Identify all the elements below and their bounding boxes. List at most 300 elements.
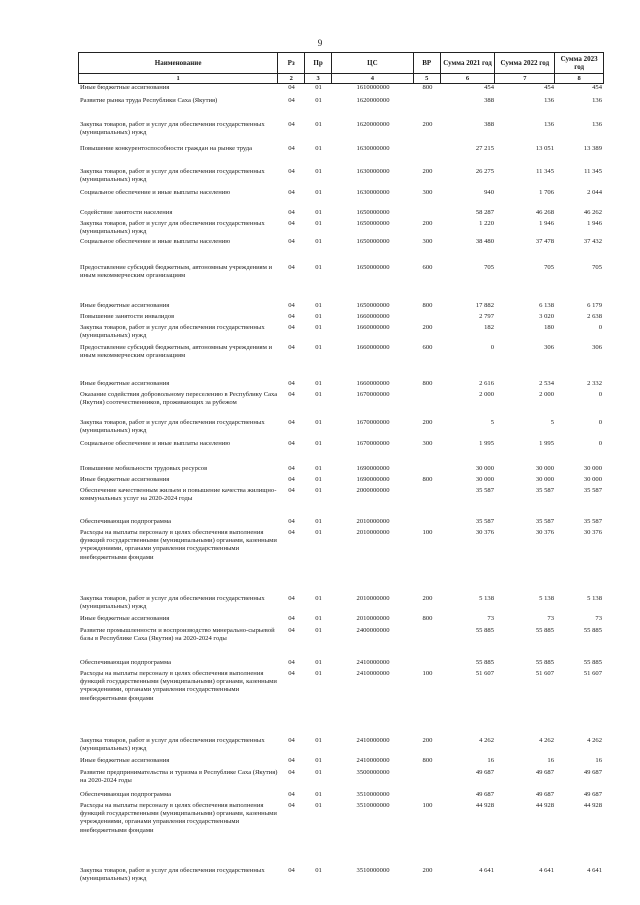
- row-vr: [414, 145, 441, 153]
- row-rz: 04: [288, 189, 295, 196]
- header-cs: ЦС: [332, 53, 414, 73]
- row-sum-2023: 44 928: [583, 802, 602, 809]
- column-number: 5: [414, 74, 441, 83]
- row-sum-2021: 44 928: [475, 802, 494, 809]
- row-sum-2022: 55 885: [535, 627, 554, 634]
- row-cs: 2410000000: [356, 757, 390, 764]
- table-row: [78, 344, 604, 360]
- header-name: Наименование: [79, 53, 278, 73]
- row-rz: 04: [288, 529, 295, 536]
- row-sum-2023: 0: [598, 440, 602, 447]
- row-vr: [414, 627, 441, 643]
- row-sum-2022: 705: [544, 264, 554, 271]
- row-pr: 01: [315, 380, 322, 387]
- row-name: Повышение мобильности трудовых ресурсов: [80, 465, 208, 472]
- row-sum-2021: 49 687: [475, 769, 494, 776]
- row-sum-2023: 2 044: [587, 189, 602, 196]
- table-row: [78, 189, 604, 197]
- row-vr: 200: [422, 595, 433, 602]
- row-sum-2023: 5 138: [587, 595, 602, 602]
- row-vr: 800: [422, 476, 433, 483]
- row-pr: 01: [315, 476, 322, 483]
- row-sum-2022: 136: [544, 97, 554, 104]
- row-pr: 01: [315, 802, 322, 809]
- table-row: [78, 324, 604, 340]
- row-sum-2022: 3 020: [539, 313, 554, 320]
- row-rz: 04: [288, 84, 295, 91]
- row-rz: 04: [288, 440, 295, 447]
- row-sum-2022: 35 587: [535, 487, 554, 494]
- table-row: [78, 615, 604, 623]
- column-numbers-row: [78, 74, 604, 84]
- row-name: Закупка товаров, работ и услуг для обеспечения государственных (муниципальных) нужд: [80, 737, 265, 753]
- row-vr: 600: [422, 264, 433, 271]
- row-sum-2023: 0: [598, 391, 602, 398]
- row-name: Закупка товаров, работ и услуг для обеспечения государственных (муниципальных) нужд: [80, 595, 265, 611]
- row-sum-2023: 705: [592, 264, 602, 271]
- row-pr: 01: [315, 220, 322, 227]
- row-rz: 04: [288, 302, 295, 309]
- row-sum-2021: 30 000: [475, 476, 494, 483]
- row-sum-2021: 1 995: [479, 440, 494, 447]
- row-sum-2023: 55 885: [583, 627, 602, 634]
- row-sum-2022: 6 138: [539, 302, 554, 309]
- row-sum-2023: 55 885: [583, 659, 602, 666]
- row-sum-2023: 35 587: [583, 518, 602, 525]
- row-rz: 04: [288, 238, 295, 245]
- row-pr: 01: [315, 659, 322, 666]
- row-cs: 2000000000: [356, 487, 390, 494]
- table-row: [78, 476, 604, 484]
- row-pr: 01: [315, 121, 322, 128]
- table-row: [78, 419, 604, 435]
- row-rz: 04: [288, 168, 295, 175]
- row-vr: 800: [422, 84, 433, 91]
- table-row: [78, 391, 604, 407]
- row-cs: 2410000000: [356, 659, 390, 666]
- row-rz: 04: [288, 344, 295, 351]
- table-row: [78, 440, 604, 448]
- row-rz: 04: [288, 313, 295, 320]
- row-sum-2022: 35 587: [535, 518, 554, 525]
- row-vr: [414, 313, 441, 321]
- column-number: 4: [332, 74, 414, 83]
- row-cs: 2010000000: [356, 595, 390, 602]
- row-pr: 01: [315, 595, 322, 602]
- row-vr: [414, 487, 441, 503]
- row-vr: 800: [422, 302, 433, 309]
- row-sum-2022: 4 641: [539, 867, 554, 874]
- row-sum-2022: 11 345: [536, 168, 554, 175]
- row-rz: 04: [288, 627, 295, 634]
- row-cs: 1670000000: [356, 391, 390, 398]
- row-sum-2023: 136: [592, 121, 602, 128]
- row-name: Закупка товаров, работ и услуг для обеспечения государственных (муниципальных) нужд: [80, 168, 265, 184]
- row-cs: 1630000000: [356, 145, 390, 152]
- row-rz: 04: [288, 324, 295, 331]
- table-header: [78, 52, 604, 74]
- table-row: [78, 302, 604, 310]
- row-sum-2021: 182: [484, 324, 494, 331]
- row-sum-2022: 30 000: [535, 476, 554, 483]
- row-pr: 01: [315, 769, 322, 776]
- row-pr: 01: [315, 737, 322, 744]
- row-sum-2023: 11 345: [584, 168, 602, 175]
- row-cs: 2410000000: [356, 670, 390, 677]
- row-sum-2023: 16: [595, 757, 602, 764]
- row-sum-2022: 30 376: [535, 529, 554, 536]
- row-vr: 800: [422, 380, 433, 387]
- row-pr: 01: [315, 168, 322, 175]
- row-cs: 1670000000: [356, 419, 390, 426]
- row-sum-2023: 6 179: [587, 302, 602, 309]
- row-vr: [414, 391, 441, 407]
- row-pr: 01: [315, 440, 322, 447]
- row-sum-2021: 4 641: [479, 867, 494, 874]
- row-pr: 01: [315, 419, 322, 426]
- row-rz: 04: [288, 380, 295, 387]
- row-sum-2021: 388: [484, 121, 494, 128]
- row-name: Предоставление субсидий бюджетным, автономным учреждениям и иным некоммерческим организациям: [80, 264, 273, 280]
- row-name: Социальное обеспечение и иные выплаты населению: [80, 189, 231, 196]
- row-rz: 04: [288, 659, 295, 666]
- row-sum-2022: 51 607: [535, 670, 554, 677]
- row-sum-2022: 4 262: [539, 737, 554, 744]
- header-sum-2022: Сумма 2022 год: [495, 53, 555, 73]
- row-pr: 01: [315, 391, 322, 398]
- row-vr: [414, 769, 441, 785]
- row-name: Иные бюджетные ассигнования: [80, 84, 170, 91]
- row-pr: 01: [315, 518, 322, 525]
- row-cs: 3500000000: [356, 769, 390, 776]
- table-row: [78, 121, 604, 137]
- row-name: Повышение занятости инвалидов: [80, 313, 175, 320]
- row-sum-2021: 51 607: [475, 670, 494, 677]
- row-name: Расходы на выплаты персоналу в целях обеспечения выполнения функций государственными (муниципальными) органами, казенными учреждениями, органами управления государственными внебюджетными фондами: [80, 529, 277, 561]
- header-vr: ВР: [414, 53, 441, 73]
- row-name: Социальное обеспечение и иные выплаты населению: [80, 440, 231, 447]
- row-name: Закупка товаров, работ и услуг для обеспечения государственных (муниципальных) нужд: [80, 867, 265, 883]
- row-name: Иные бюджетные ассигнования: [80, 380, 170, 387]
- row-sum-2021: 55 885: [475, 627, 494, 634]
- table-row: [78, 145, 604, 153]
- row-vr: 100: [422, 529, 433, 536]
- row-name: Развитие промышленности и воспроизводство минерально-сырьевой базы в Республике Саха (Якутия) на 2020-2024 годы: [80, 627, 275, 643]
- row-pr: 01: [315, 324, 322, 331]
- row-sum-2023: 30 000: [583, 465, 602, 472]
- row-rz: 04: [288, 209, 295, 216]
- row-name: Иные бюджетные ассигнования: [80, 476, 170, 483]
- row-cs: 2010000000: [356, 615, 390, 622]
- row-rz: 04: [288, 757, 295, 764]
- row-sum-2022: 13 051: [535, 145, 554, 152]
- row-rz: 04: [288, 737, 295, 744]
- row-sum-2022: 73: [547, 615, 554, 622]
- table-row: [78, 737, 604, 753]
- row-name: Предоставление субсидий бюджетным, автономным учреждениям и иным некоммерческим организациям: [80, 344, 273, 360]
- row-pr: 01: [315, 189, 322, 196]
- row-sum-2023: 73: [595, 615, 602, 622]
- row-cs: 1620000000: [356, 97, 390, 104]
- row-sum-2023: 1 946: [587, 220, 602, 227]
- table-row: [78, 168, 604, 184]
- row-sum-2023: 2 638: [587, 313, 602, 320]
- row-pr: 01: [315, 238, 322, 245]
- row-sum-2023: 49 687: [583, 791, 602, 798]
- row-cs: 1650000000: [356, 209, 390, 216]
- row-sum-2023: 136: [592, 97, 602, 104]
- row-cs: 2410000000: [356, 737, 390, 744]
- row-pr: 01: [315, 302, 322, 309]
- row-vr: 300: [422, 440, 433, 447]
- row-sum-2021: 35 587: [475, 518, 494, 525]
- row-name: Закупка товаров, работ и услуг для обеспечения государственных (муниципальных) нужд: [80, 419, 265, 435]
- row-name: Обеспечение качественным жильем и повышение качества жилищно-коммунальных услуг на 2020-2024 годы: [80, 487, 277, 503]
- table-row: [78, 209, 604, 217]
- row-cs: 1620000000: [356, 121, 390, 128]
- row-rz: 04: [288, 518, 295, 525]
- row-name: Иные бюджетные ассигнования: [80, 302, 170, 309]
- table-row: [78, 595, 604, 611]
- row-pr: 01: [315, 670, 322, 677]
- row-rz: 04: [288, 769, 295, 776]
- table-row: [78, 487, 604, 503]
- row-cs: 1690000000: [356, 476, 390, 483]
- row-name: Закупка товаров, работ и услуг для обеспечения государственных (муниципальных) нужд: [80, 121, 265, 137]
- row-rz: 04: [288, 121, 295, 128]
- table-row: [78, 769, 604, 785]
- row-rz: 04: [288, 97, 295, 104]
- row-sum-2021: 2 797: [479, 313, 494, 320]
- row-pr: 01: [315, 487, 322, 494]
- row-rz: 04: [288, 670, 295, 677]
- table-row: [78, 529, 604, 562]
- row-sum-2021: 38 480: [475, 238, 494, 245]
- row-sum-2022: 2 534: [539, 380, 554, 387]
- row-sum-2021: 16: [487, 757, 494, 764]
- row-pr: 01: [315, 264, 322, 271]
- table-row: [78, 380, 604, 388]
- row-vr: 200: [422, 867, 433, 874]
- row-rz: 04: [288, 145, 295, 152]
- row-sum-2023: 51 607: [583, 670, 602, 677]
- row-cs: 1660000000: [356, 324, 390, 331]
- row-vr: [414, 791, 441, 799]
- row-cs: 1610000000: [356, 84, 390, 91]
- row-name: Содействие занятости населения: [80, 209, 173, 216]
- row-cs: 3510000000: [356, 867, 390, 874]
- column-number: 2: [278, 74, 305, 83]
- row-sum-2022: 306: [544, 344, 554, 351]
- row-cs: 1630000000: [356, 168, 390, 175]
- column-number: 6: [441, 74, 496, 83]
- row-sum-2021: 73: [487, 615, 494, 622]
- row-cs: 1660000000: [356, 380, 390, 387]
- row-sum-2021: 30 000: [475, 465, 494, 472]
- row-sum-2021: 705: [484, 264, 494, 271]
- row-rz: 04: [288, 264, 295, 271]
- table-row: [78, 757, 604, 765]
- table-row: [78, 313, 604, 321]
- row-sum-2022: 30 000: [535, 465, 554, 472]
- row-vr: [414, 659, 441, 667]
- row-cs: 1630000000: [356, 189, 390, 196]
- row-sum-2021: 49 687: [475, 791, 494, 798]
- page-number: 9: [317, 38, 323, 48]
- row-sum-2021: 30 376: [475, 529, 494, 536]
- row-sum-2023: 35 587: [583, 487, 602, 494]
- row-pr: 01: [315, 145, 322, 152]
- row-sum-2022: 46 268: [535, 209, 554, 216]
- row-name: Обеспечивающая подпрограмма: [80, 791, 172, 798]
- row-rz: 04: [288, 220, 295, 227]
- row-sum-2022: 16: [547, 757, 554, 764]
- row-sum-2022: 5 138: [539, 595, 554, 602]
- header-sum-2023: Сумма 2023 год: [560, 55, 598, 71]
- row-name: Оказание содействия добровольному переселению в Республику Саха (Якутия) соотечественников, проживающих за рубежом: [80, 391, 278, 407]
- row-rz: 04: [288, 867, 295, 874]
- row-sum-2021: 55 885: [475, 659, 494, 666]
- row-vr: [414, 518, 441, 526]
- row-sum-2022: 1 995: [539, 440, 554, 447]
- row-vr: 800: [422, 757, 433, 764]
- row-name: Закупка товаров, работ и услуг для обеспечения государственных (муниципальных) нужд: [80, 220, 265, 236]
- row-pr: 01: [315, 344, 322, 351]
- row-sum-2022: 5: [550, 419, 554, 426]
- row-name: Расходы на выплаты персоналу в целях обеспечения выполнения функций государственными (муниципальными) органами, казенными учреждениями, органами управления государственными внебюджетными фондами: [80, 670, 277, 702]
- row-cs: 1670000000: [356, 440, 390, 447]
- row-rz: 04: [288, 391, 295, 398]
- row-name: Обеспечивающая подпрограмма: [80, 518, 172, 525]
- row-vr: [414, 97, 441, 105]
- row-vr: 200: [422, 419, 433, 426]
- row-name: Обеспечивающая подпрограмма: [80, 659, 172, 666]
- row-sum-2021: 35 587: [475, 487, 494, 494]
- row-sum-2021: 454: [484, 84, 494, 91]
- row-rz: 04: [288, 487, 295, 494]
- table-row: [78, 465, 604, 473]
- row-sum-2023: 37 432: [583, 238, 602, 245]
- row-name: Закупка товаров, работ и услуг для обеспечения государственных (муниципальных) нужд: [80, 324, 265, 340]
- row-sum-2022: 37 478: [535, 238, 554, 245]
- row-rz: 04: [288, 595, 295, 602]
- row-sum-2022: 454: [544, 84, 554, 91]
- row-sum-2021: 26 275: [475, 168, 494, 175]
- row-name: Развитие предпринимательства и туризма в Республике Саха (Якутия) на 2020-2024 годы: [80, 769, 278, 785]
- row-vr: 100: [422, 670, 433, 677]
- column-number: 8: [577, 75, 581, 82]
- row-sum-2021: 940: [484, 189, 494, 196]
- row-sum-2023: 49 687: [583, 769, 602, 776]
- row-sum-2023: 306: [592, 344, 602, 351]
- row-name: Развитие рынка труда Республики Саха (Якутия): [80, 97, 218, 104]
- row-vr: [414, 465, 441, 473]
- row-sum-2022: 49 687: [535, 791, 554, 798]
- row-name: Иные бюджетные ассигнования: [80, 615, 170, 622]
- header-rz: Рз: [278, 53, 305, 73]
- row-sum-2022: 2 000: [539, 391, 554, 398]
- row-sum-2022: 44 928: [535, 802, 554, 809]
- row-rz: 04: [288, 476, 295, 483]
- row-cs: 1650000000: [356, 302, 390, 309]
- row-pr: 01: [315, 529, 322, 536]
- row-sum-2023: 0: [598, 419, 602, 426]
- table-row: [78, 84, 604, 92]
- row-pr: 01: [315, 791, 322, 798]
- row-sum-2023: 30 000: [583, 476, 602, 483]
- row-vr: 800: [422, 615, 433, 622]
- row-vr: 600: [422, 344, 433, 351]
- row-cs: 1660000000: [356, 313, 390, 320]
- row-sum-2021: 58 287: [475, 209, 494, 216]
- row-sum-2022: 49 687: [535, 769, 554, 776]
- row-sum-2021: 388: [484, 97, 494, 104]
- row-cs: 2400000000: [356, 627, 390, 634]
- row-pr: 01: [315, 867, 322, 874]
- row-sum-2023: 2 332: [587, 380, 602, 387]
- row-cs: 2010000000: [356, 529, 390, 536]
- row-rz: 04: [288, 465, 295, 472]
- table-row: [78, 264, 604, 280]
- row-vr: 100: [422, 802, 433, 809]
- row-sum-2022: 55 885: [535, 659, 554, 666]
- row-vr: 300: [422, 238, 433, 245]
- row-sum-2021: 2 000: [479, 391, 494, 398]
- row-sum-2023: 4 262: [587, 737, 602, 744]
- row-sum-2022: 180: [544, 324, 554, 331]
- row-cs: 1650000000: [356, 220, 390, 227]
- row-cs: 3510000000: [356, 802, 390, 809]
- row-name: Расходы на выплаты персоналу в целях обеспечения выполнения функций государственными (муниципальными) органами, казенными учреждениями, органами управления государственными внебюджетными фондами: [80, 802, 277, 834]
- row-cs: 1650000000: [356, 238, 390, 245]
- row-pr: 01: [315, 313, 322, 320]
- row-sum-2023: 30 376: [583, 529, 602, 536]
- table-row: [78, 802, 604, 835]
- row-cs: 2010000000: [356, 518, 390, 525]
- row-rz: 04: [288, 802, 295, 809]
- row-rz: 04: [288, 419, 295, 426]
- row-cs: 1690000000: [356, 465, 390, 472]
- row-pr: 01: [315, 615, 322, 622]
- row-sum-2021: 5 138: [479, 595, 494, 602]
- table-row: [78, 627, 604, 643]
- table-row: [78, 670, 604, 703]
- row-sum-2023: 454: [592, 84, 602, 91]
- header-pr: Пр: [305, 53, 332, 73]
- row-sum-2021: 4 262: [479, 737, 494, 744]
- row-name: Социальное обеспечение и иные выплаты населению: [80, 238, 231, 245]
- row-pr: 01: [315, 84, 322, 91]
- row-pr: 01: [315, 465, 322, 472]
- row-cs: 1650000000: [356, 264, 390, 271]
- row-name: Иные бюджетные ассигнования: [80, 757, 170, 764]
- row-sum-2022: 1 706: [539, 189, 554, 196]
- row-sum-2021: 5: [490, 419, 494, 426]
- row-rz: 04: [288, 615, 295, 622]
- row-sum-2021: 2 616: [479, 380, 494, 387]
- row-sum-2022: 1 946: [539, 220, 554, 227]
- row-vr: [414, 209, 441, 217]
- row-pr: 01: [315, 209, 322, 216]
- table-row: [78, 220, 604, 236]
- row-vr: 200: [422, 737, 433, 744]
- table-row: [78, 97, 604, 105]
- header-sum-2021: Сумма 2021 год: [441, 53, 496, 73]
- row-sum-2023: 0: [598, 324, 602, 331]
- row-cs: 3510000000: [356, 791, 390, 798]
- table-row: [78, 867, 604, 883]
- row-sum-2023: 4 641: [587, 867, 602, 874]
